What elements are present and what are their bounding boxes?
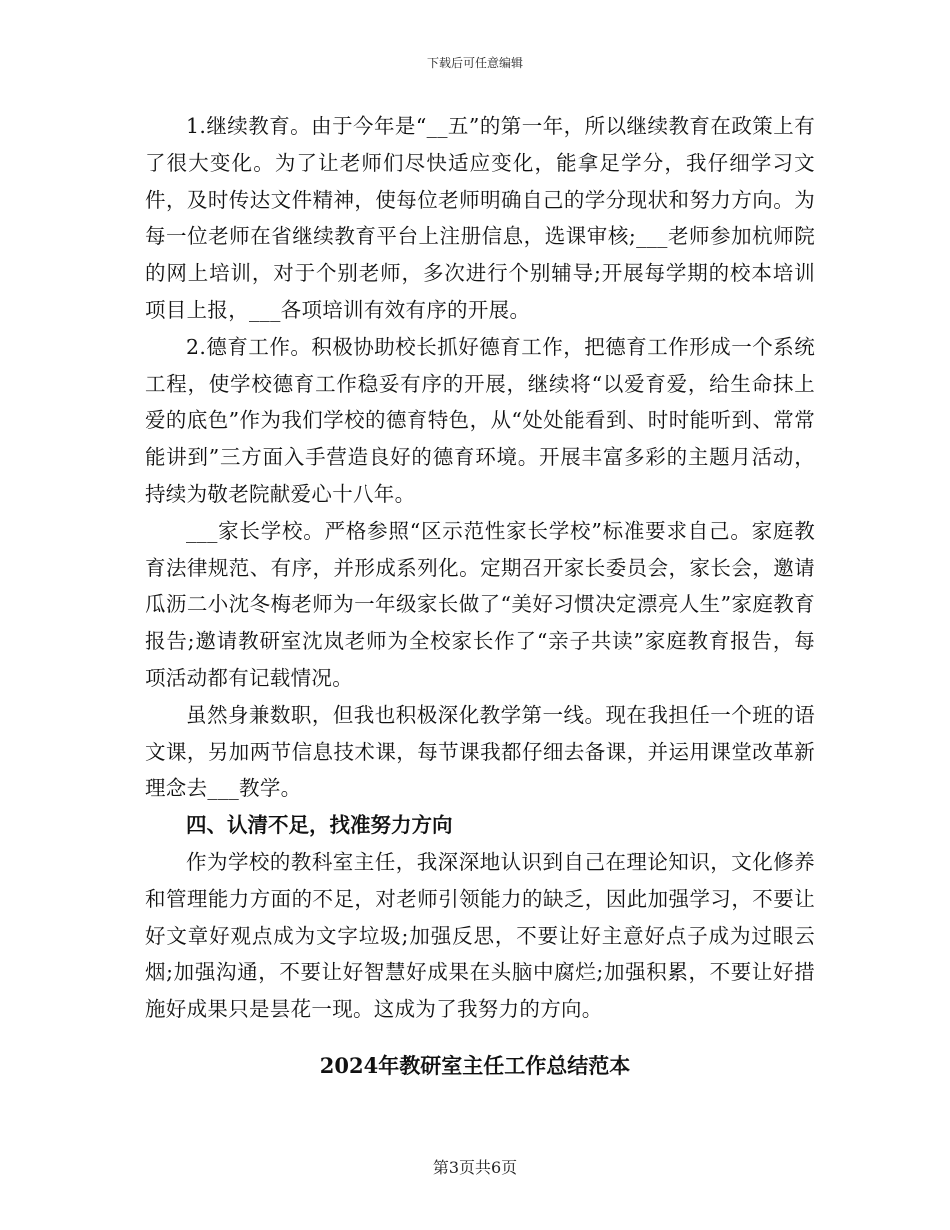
- paragraph-parent-school: ___家长学校。严格参照“区示范性家长学校”标准要求自己。家庭教育法律规范、有序，并形成系列化。定期召开家长委员会，家长会，邀请瓜沥二小沈冬梅老师为一年级家长做了“美好习惯决定漂亮人生”家庭教育报告;邀请教研室沈岚老师为全校家长作了“亲子共读”家庭教育报告，每项活动都有记载情况。: [145, 518, 815, 690]
- download-note: 下载后可任意编辑: [426, 56, 523, 70]
- section-heading: 四、认清不足，找准努力方向: [186, 813, 453, 838]
- paragraph-reflection: 作为学校的教科室主任，我深深地认识到自己在理论知识，文化修养和管理能力方面的不足，对老师引领能力的缺乏，因此加强学习，不要让好文章好观点成为文字垃圾;加强反思，不要让好主意好点子成为过眼云烟;加强沟通，不要让好智慧好成果在头脑中腐烂;加强积累，不要让好措施好成果只是昙花一现。这成为了我努力的方向。: [145, 849, 815, 1022]
- paragraph-moral-education: 2.德育工作。积极协助校长抓好德育工作，把德育工作形成一个系统工程，使学校德育工作稳妥有序的开展，继续将“以爱育爱，给生命抹上爱的底色”作为我们学校的德育特色，从“处处能看到、时时能听到、常常能讲到”三方面入手营造良好的德育环境。开展丰富多彩的主题月活动，持续为敬老院献爱心十八年。: [145, 334, 815, 506]
- next-document-title: 2024年教研室主任工作总结范本: [319, 1053, 631, 1078]
- paragraph-teaching: 虽然身兼数职，但我也积极深化教学第一线。现在我担任一个班的语文课，另加两节信息技术课，每节课我都仔细去备课，并运用课堂改革新理念去___教学。: [145, 702, 815, 801]
- paragraph-continuing-education: 1.继续教育。由于今年是“__五”的第一年，所以继续教育在政策上有了很大变化。为了让老师们尽快适应变化，能拿足学分，我仔细学习文件，及时传达文件精神，使每位老师明确自己的学分现状和努力方向。为每一位老师在省继续教育平台上注册信息，选课审核;___老师参加杭师院的网上培训，对于个别老师，多次进行个别辅导;开展每学期的校本培训项目上报，___各项培训有效有序的开展。: [145, 114, 815, 322]
- page-number: 第3页共6页: [432, 1158, 518, 1177]
- document-body: [145, 108, 815, 1028]
